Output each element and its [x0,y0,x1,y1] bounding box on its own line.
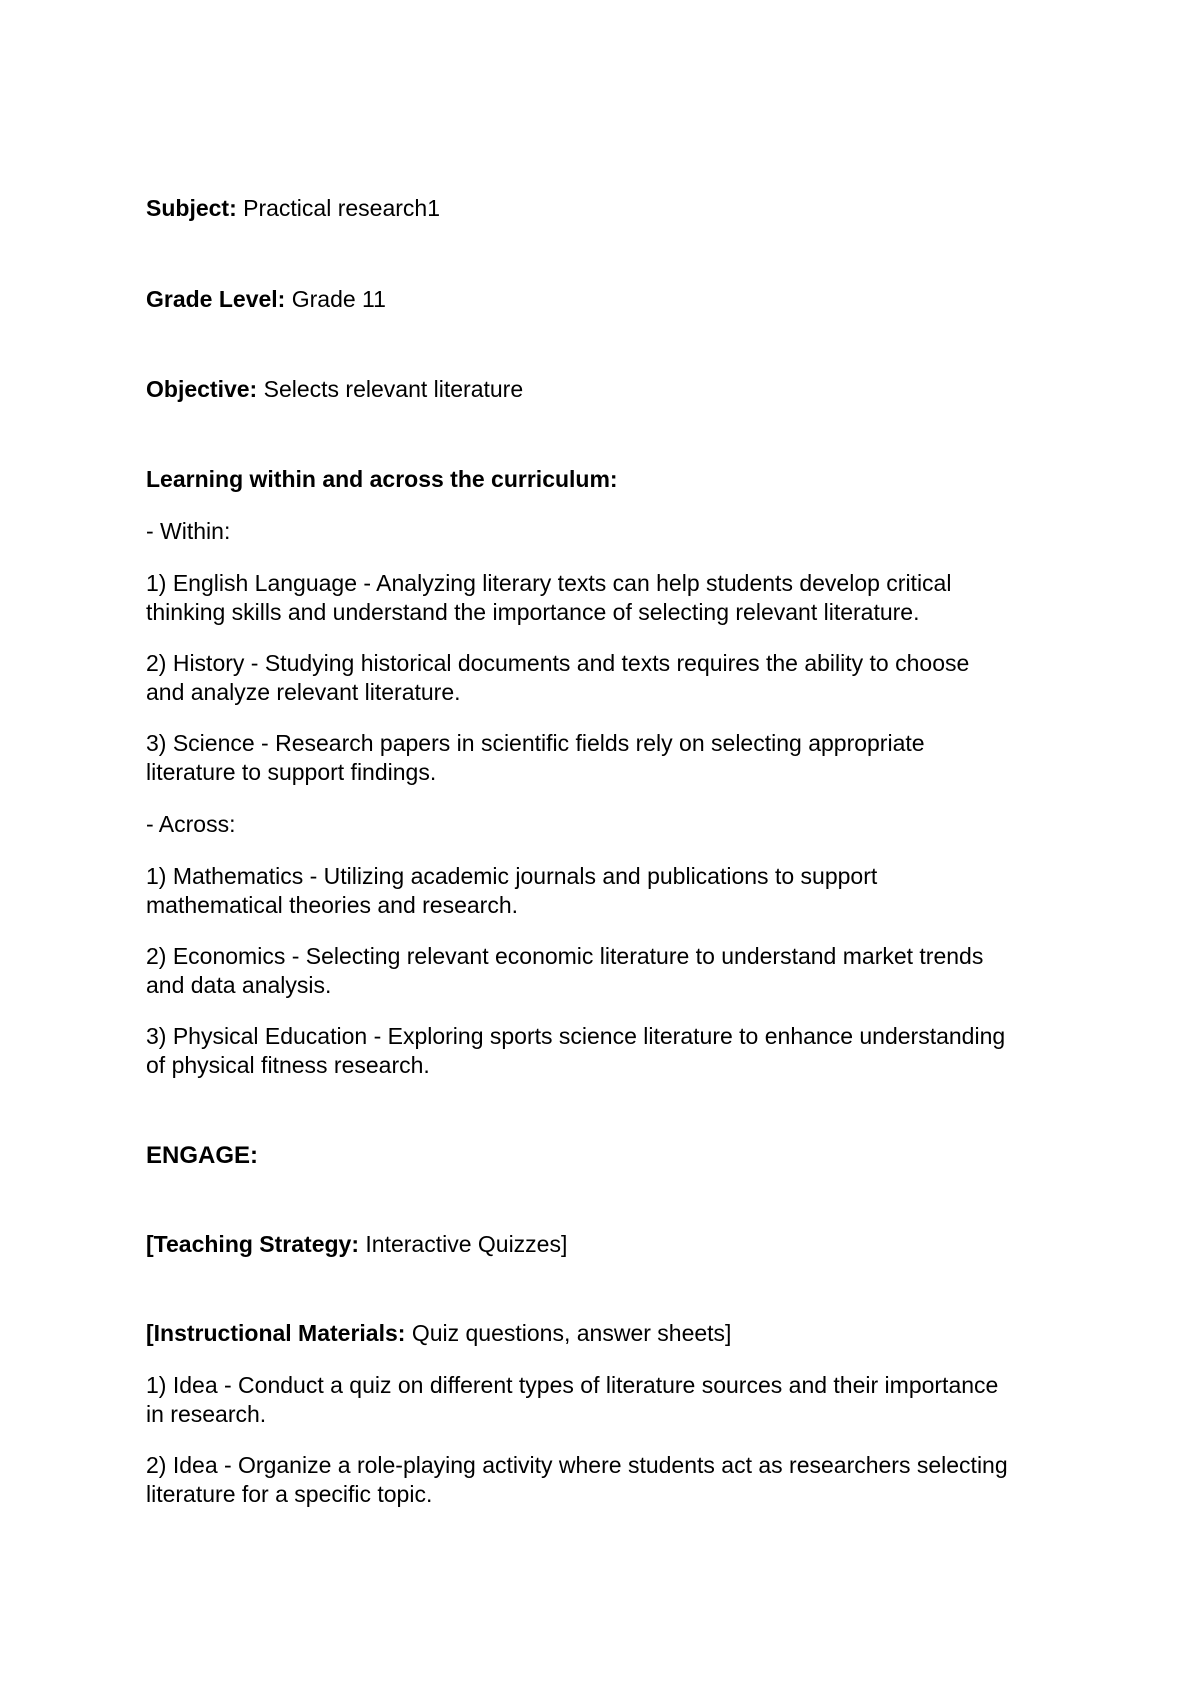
within-item-1 [146,569,1076,627]
teaching-strategy-label: [Teaching Strategy: [146,1231,359,1257]
engage-idea-1-line-2: in research. [146,1401,267,1427]
subject-value: Practical research1 [243,195,440,221]
within-item-2-line-2: and analyze relevant literature. [146,679,461,705]
engage-idea-2-line-2: literature for a specific topic. [146,1481,433,1507]
instructional-materials-value: Quiz questions, answer sheets] [411,1320,732,1346]
across-item-1-line-1: 1) Mathematics - Utilizing academic journals and publications to support [146,863,878,889]
objective-line [146,375,1076,404]
subject-label: Subject: [146,195,237,221]
within-item-3 [146,729,1076,787]
engage-idea-2-line-1: 2) Idea - Organize a role-playing activity where students act as researchers selecting [146,1452,1008,1478]
within-label: - Within: [146,518,231,544]
across-item-2-line-1: 2) Economics - Selecting relevant economic literature to understand market trends [146,943,984,969]
grade-level-line [146,285,1076,314]
within-item-1-line-2: thinking skills and understand the importance of selecting relevant literature. [146,599,920,625]
within-item-2 [146,649,1076,707]
within-item-2-line-1: 2) History - Studying historical documents and texts requires the ability to choose [146,650,970,676]
learning-heading: Learning within and across the curriculum: [146,466,618,492]
across-item-3-line-2: of physical fitness research. [146,1052,430,1078]
objective-value: Selects relevant literature [263,376,524,402]
across-label: - Across: [146,811,236,837]
within-item-1-line-1: 1) English Language - Analyzing literary texts can help students develop critical [146,570,952,596]
instructional-materials-line [146,1319,1076,1348]
teaching-strategy-value: Interactive Quizzes] [365,1231,568,1257]
engage-idea-1 [146,1371,1076,1429]
instructional-materials-label: [Instructional Materials: [146,1320,406,1346]
subject-line [146,194,1076,223]
across-item-2-line-2: and data analysis. [146,972,332,998]
across-item-1-line-2: mathematical theories and research. [146,892,519,918]
grade-level-value: Grade 11 [291,286,386,312]
teaching-strategy-line [146,1230,1076,1259]
across-item-1 [146,862,1076,920]
across-item-2 [146,942,1076,1000]
engage-idea-2 [146,1451,1076,1509]
engage-heading: ENGAGE: [146,1142,259,1169]
objective-label: Objective: [146,376,258,402]
across-item-3-line-1: 3) Physical Education - Exploring sports science literature to enhance understanding [146,1023,1006,1049]
grade-level-label: Grade Level: [146,286,286,312]
engage-idea-1-line-1: 1) Idea - Conduct a quiz on different types of literature sources and their importance [146,1372,999,1398]
within-item-3-line-1: 3) Science - Research papers in scientific fields rely on selecting appropriate [146,730,925,756]
across-item-3 [146,1022,1076,1080]
within-item-3-line-2: literature to support findings. [146,759,437,785]
